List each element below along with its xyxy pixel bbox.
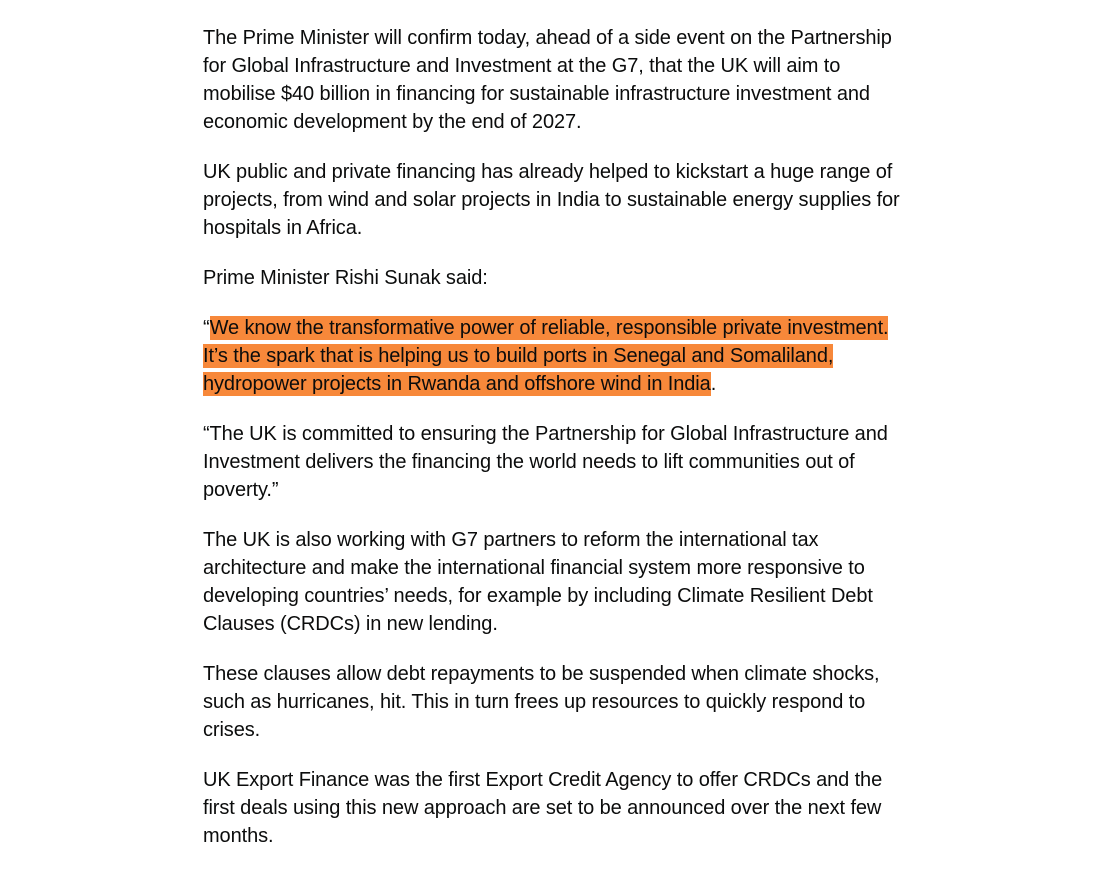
paragraph-financing-projects: UK public and private financing has already helped to kickstart a huge range of projects, from wind and solar projects in India to sustainable energy supplies for hospitals in Africa. [203,161,900,239]
paragraph-tax-reform: The UK is also working with G7 partners to reform the international tax architecture and make the international financial system more responsive to developing countries’ needs, for example by including Climate Resilient Debt Clauses (CRDCs) in new lending. [203,529,873,635]
paragraph-clauses: These clauses allow debt repayments to be suspended when climate shocks, such as hurricanes, hit. This in turn frees up resources to quickly respond to crises. [203,663,880,741]
paragraph-uk-committed: “The UK is committed to ensuring the Partnership for Global Infrastructure and Investment delivers the financing the world needs to lift communities out of poverty.” [203,423,888,501]
paragraph-export-finance: UK Export Finance was the first Export Credit Agency to offer CRDCs and the first deals using this new approach are set to be announced over the next few months. [203,769,883,847]
highlighted-quote-text[interactable]: We know the transformative power of reliable, responsible private investment. It’s the spark that is helping us to build ports in Senegal and Somaliland, hydropower projects in Rwanda and offshore wind in India [203,317,889,395]
quote-close: . [710,373,717,395]
paragraph-g7-announcement: The Prime Minister will confirm today, ahead of a side event on the Partnership for Global Infrastructure and Investment at the G7, that the UK will aim to mobilise $40 billion in financing for sustainable infrastructure investment and economic development by the end of 2027. [203,27,892,133]
article-body [203,24,915,850]
paragraph-quote [203,314,915,398]
paragraph-pm-said: Prime Minister Rishi Sunak said: [203,267,488,289]
quote-open-mark: “ [203,317,210,339]
